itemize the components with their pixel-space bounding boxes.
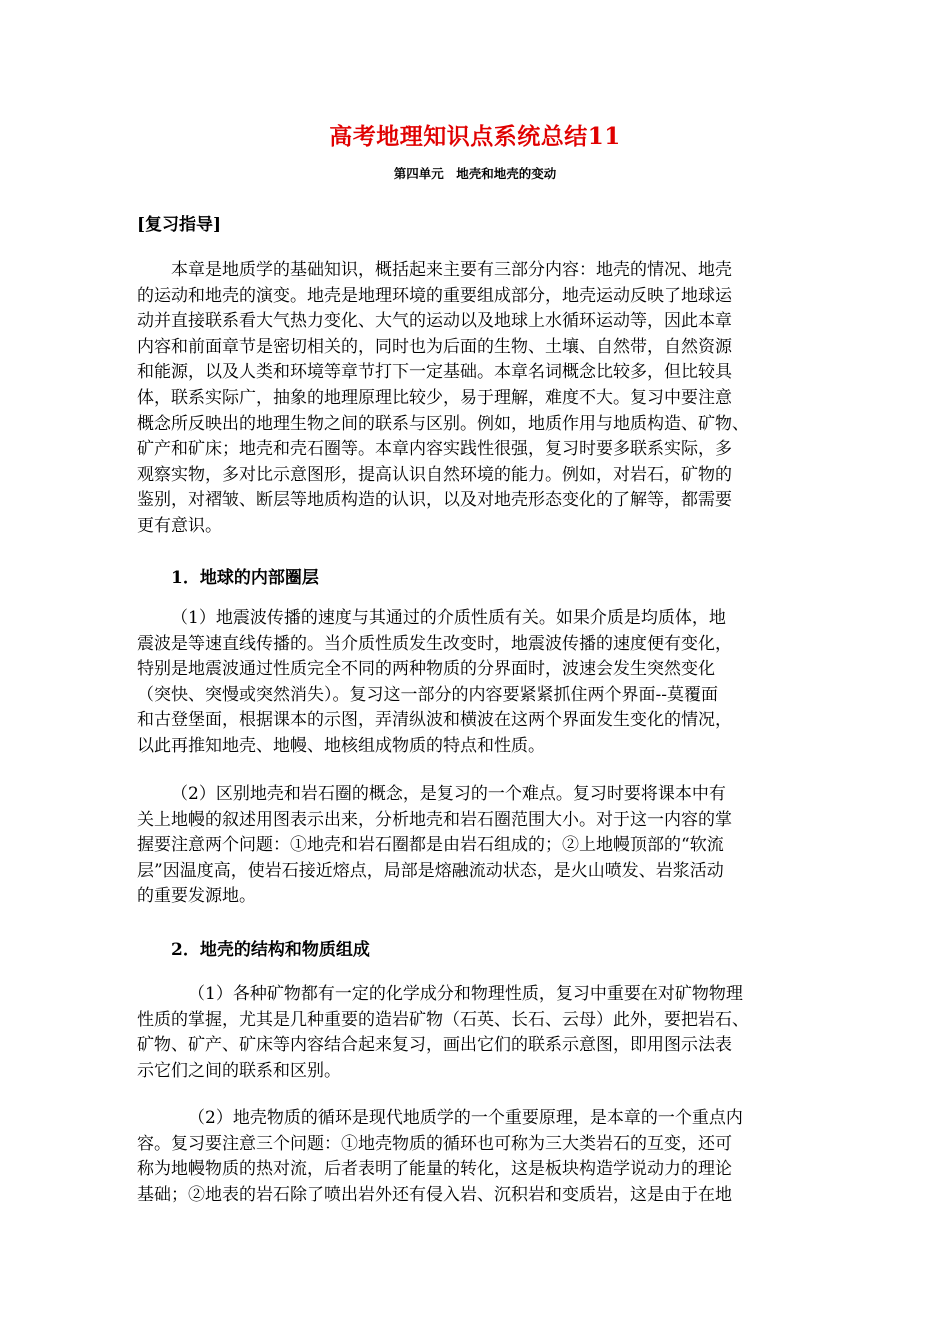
paragraph-line: 矿物、矿产、矿床等内容结合起来复习，画出它们的联系示意图，即用图示法表 (137, 1035, 732, 1056)
paragraph-line: 层”因温度高，使岩石接近熔点，局部是熔融流动状态，是火山喷发、岩浆活动 (137, 860, 724, 881)
intro-line: 概念所反映出的地理生物之间的联系与区别。例如，地质作用与地质构造、矿物、 (137, 413, 749, 434)
paragraph-line: 握要注意两个问题：①地壳和岩石圈都是由岩石组成的；②上地幔顶部的“软流 (137, 835, 724, 856)
intro-line: 和能源，以及人类和环境等章节打下一定基础。本章名词概念比较多，但比较具 (137, 362, 732, 383)
paragraph-line: 容。复习要注意三个问题：①地壳物质的循环也可称为三大类岩石的互变，还可 (137, 1133, 732, 1154)
intro-line: 鉴别，对褶皱、断层等地质构造的认识，以及对地壳形态变化的了解等，都需要 (137, 490, 732, 511)
paragraph-line: 以此再推知地壳、地幔、地核组成物质的特点和性质。 (137, 735, 545, 756)
intro-paragraph (137, 258, 817, 540)
section2-paragraph-1 (137, 982, 817, 1084)
intro-line: 体，联系实际广，抽象的地理原理比较少，易于理解，难度不大。复习中要注意 (137, 387, 732, 408)
page-title: 高考地理知识点系统总结11 (329, 123, 621, 150)
paragraph-line: 震波是等速直线传播的。当介质性质发生改变时，地震波传播的速度便有变化， (137, 633, 732, 654)
paragraph-line: （2）区别地壳和岩石圈的概念，是复习的一个难点。复习时要将课本中有 (171, 784, 726, 804)
paragraph-line: 和古登堡面，根据课本的示图，弄清纵波和横波在这两个界面发生变化的情况， (137, 710, 732, 731)
paragraph-line: （突快、突慢或突然消失）。复习这一部分的内容要紧紧抓住两个界面--莫覆面 (137, 684, 718, 705)
paragraph-line: （1）地震波传播的速度与其通过的介质性质有关。如果介质是均质体，地 (171, 608, 726, 628)
intro-line: 观察实物，多对比示意图形，提高认识自然环境的能力。例如，对岩石，矿物的 (137, 464, 732, 485)
paragraph-line: 示它们之间的联系和区别。 (137, 1060, 341, 1081)
paragraph-line: 基础；②地表的岩石除了喷出岩外还有侵入岩、沉积岩和变质岩，这是由于在地 (137, 1184, 732, 1205)
section1-paragraph-1 (137, 606, 817, 760)
paragraph-line: 关上地幔的叙述用图表示出来，分析地壳和岩石圈范围大小。对于这一内容的掌 (137, 809, 732, 830)
section2-paragraph-2 (137, 1106, 817, 1208)
intro-line: 的运动和地壳的演变。地壳是地理环境的重要组成部分，地壳运动反映了地球运 (137, 285, 732, 306)
paragraph-line: （1）各种矿物都有一定的化学成分和物理性质，复习中重要在对矿物物理 (188, 984, 743, 1004)
unit-subtitle: 第四单元 地壳和地壳的变动 (393, 166, 557, 181)
review-guide-heading: [复习指导] (137, 215, 222, 235)
paragraph-line: （2）地壳物质的循环是现代地质学的一个重要原理，是本章的一个重点内 (188, 1108, 743, 1128)
intro-line: 更有意识。 (137, 515, 222, 536)
intro-line: 内容和前面章节是密切相关的，同时也为后面的生物、土壤、自然带，自然资源 (137, 336, 732, 357)
section1-paragraph-2 (137, 782, 817, 910)
intro-line: 矿产和矿床；地壳和壳石圈等。本章内容实践性很强，复习时要多联系实际，多 (137, 439, 732, 460)
paragraph-line: 特别是地震波通过性质完全不同的两种物质的分界面时，波速会发生突然变化 (137, 659, 715, 680)
intro-line: 本章是地质学的基础知识，概括起来主要有三部分内容：地壳的情况、地壳 (137, 260, 732, 280)
paragraph-line: 的重要发源地。 (137, 886, 256, 907)
section1-heading: 1．地球的内部圈层 (171, 568, 319, 588)
section2-heading: 2．地壳的结构和物质组成 (171, 940, 370, 960)
paragraph-line: 称为地幔物质的热对流，后者表明了能量的转化，这是板块构造学说动力的理论 (137, 1159, 732, 1180)
paragraph-line: 性质的掌握，尤其是几种重要的造岩矿物（石英、长石、云母）此外，要把岩石、 (137, 1009, 749, 1030)
intro-line: 动并直接联系看大气热力变化、大气的运动以及地球上水循环运动等，因此本章 (137, 311, 732, 332)
